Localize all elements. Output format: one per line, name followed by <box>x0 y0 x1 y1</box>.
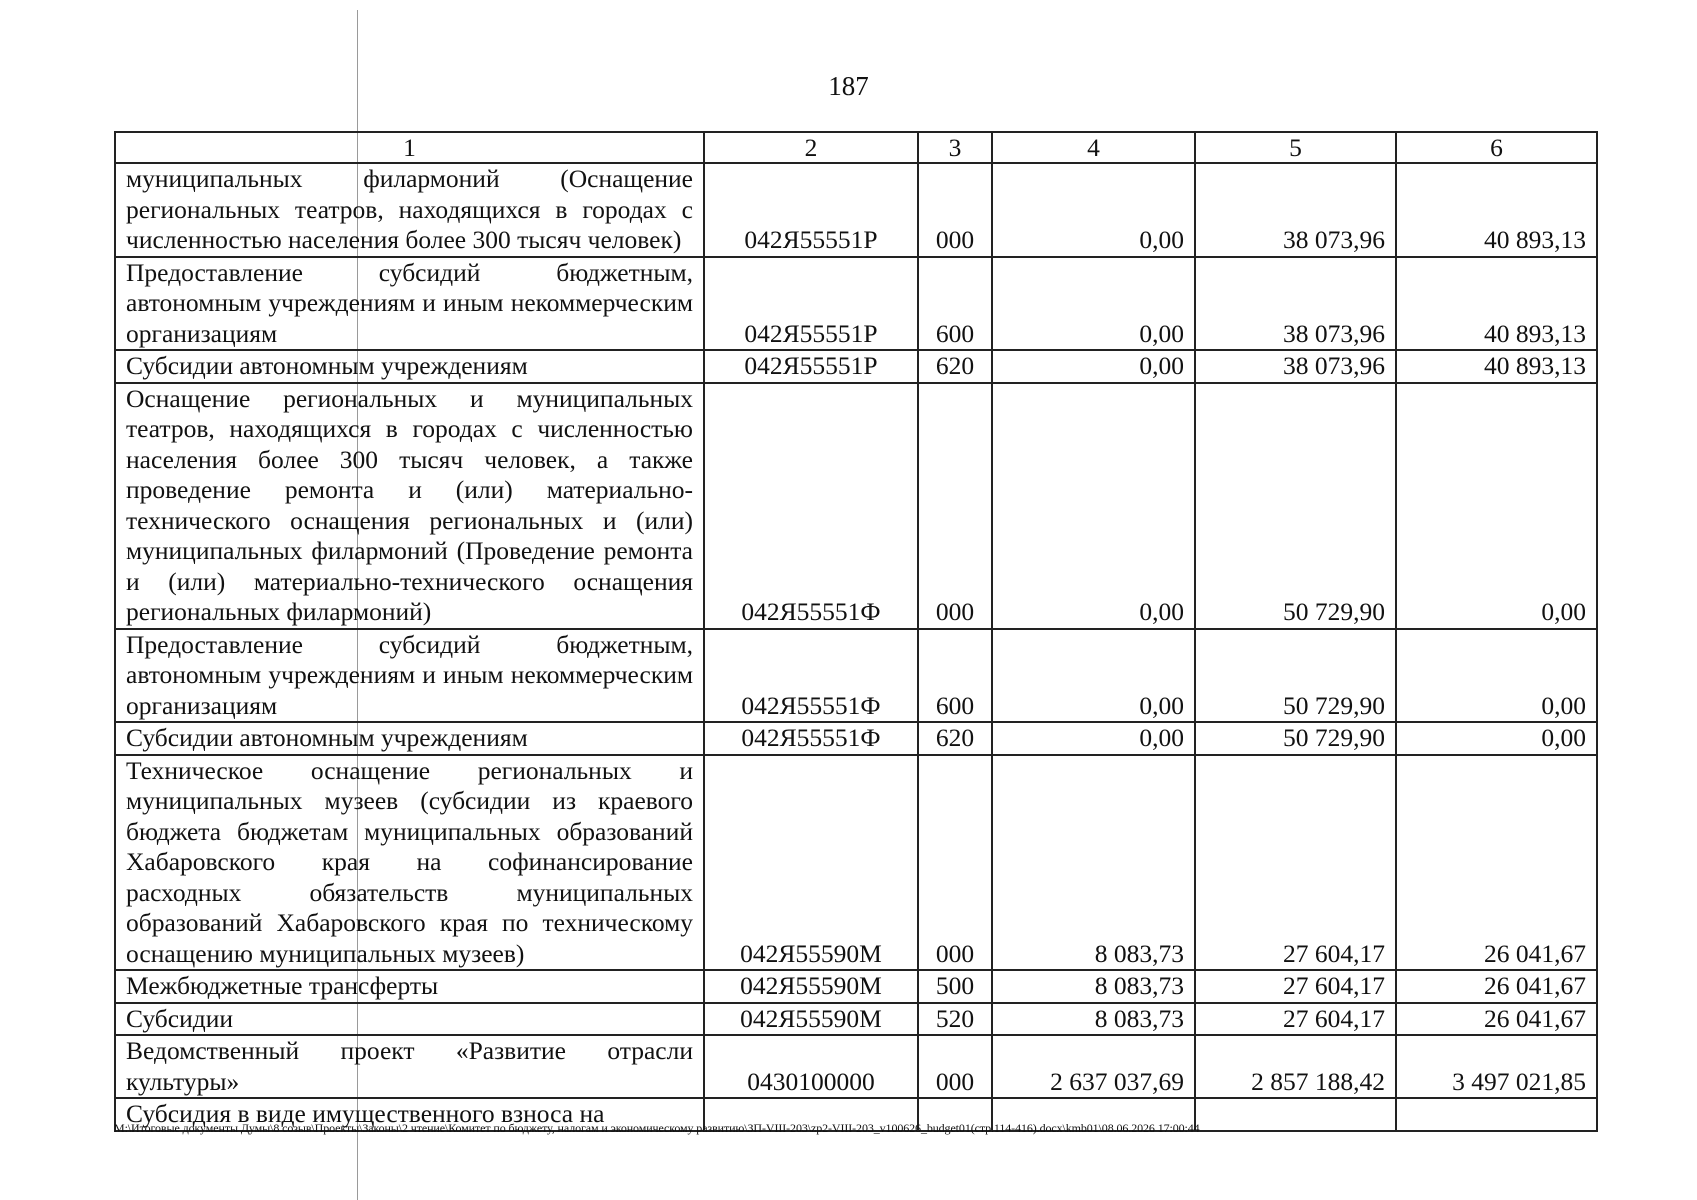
expense-type-code: 000 <box>918 383 992 629</box>
table-row <box>115 383 1597 629</box>
amount-col-5: 50 729,90 <box>1195 629 1396 723</box>
table-row <box>115 970 1597 1003</box>
column-header: 2 <box>704 132 918 163</box>
target-article-code: 042Я55590М <box>704 970 918 1003</box>
expense-type-code: 000 <box>918 163 992 257</box>
row-description: Субсидии автономным учреждениям <box>115 722 704 755</box>
row-description: Субсидии автономным учреждениям <box>115 350 704 383</box>
row-description: Ведомственный проект «Развитие отрасли культуры» <box>115 1035 704 1098</box>
amount-col-6: 26 041,67 <box>1396 1003 1597 1036</box>
amount-col-5: 2 857 188,42 <box>1195 1035 1396 1098</box>
amount-col-4: 8 083,73 <box>992 755 1195 971</box>
row-description: муниципальных филармоний (Оснащение региональных театров, находящихся в городах с численностью населения более 300 тысяч человек) <box>115 163 704 257</box>
amount-col-5: 38 073,96 <box>1195 257 1396 351</box>
table-row <box>115 629 1597 723</box>
amount-col-5: 38 073,96 <box>1195 350 1396 383</box>
table-row <box>115 1003 1597 1036</box>
amount-col-4: 0,00 <box>992 350 1195 383</box>
amount-col-4: 2 637 037,69 <box>992 1035 1195 1098</box>
row-description: Техническое оснащение региональных и муниципальных музеев (субсидии из краевого бюджета бюджетам муниципальных образований Хабаровского края на софинансирование расходных обязательств муниципальных образований Хабаровского края по техническому оснащению муниципальных музеев) <box>115 755 704 971</box>
amount-col-4: 0,00 <box>992 163 1195 257</box>
expense-type-code: 000 <box>918 1035 992 1098</box>
amount-col-6: 40 893,13 <box>1396 257 1597 351</box>
amount-col-4: 0,00 <box>992 629 1195 723</box>
target-article-code: 042Я55551Р <box>704 257 918 351</box>
table-header-row <box>115 132 1597 163</box>
expense-type-code: 000 <box>918 755 992 971</box>
target-article-code: 042Я55590М <box>704 755 918 971</box>
row-description: Предоставление субсидий бюджетным, автономным учреждениям и иным некоммерческим организациям <box>115 257 704 351</box>
row-description: Предоставление субсидий бюджетным, автономным учреждениям и иным некоммерческим организациям <box>115 629 704 723</box>
column-header: 1 <box>115 132 704 163</box>
amount-col-6: 40 893,13 <box>1396 163 1597 257</box>
document-path-footer: M:\Итоговые документы Думы\8 созыв\Проекты\Законы\2 чтение\Комитет по бюджету, налогам и экономическому развитию\ЗП-VIII-203\zp2-VIII-203_v100626_budget01(стр.114-416).docx\kmb01\08.06.2026 17:00:44 <box>114 1121 1200 1135</box>
expense-type-code: 620 <box>918 722 992 755</box>
expense-type-code: 500 <box>918 970 992 1003</box>
amount-col-5: 50 729,90 <box>1195 383 1396 629</box>
amount-col-6: 26 041,67 <box>1396 970 1597 1003</box>
budget-table <box>114 131 1598 1132</box>
amount-col-6: 40 893,13 <box>1396 350 1597 383</box>
amount-col-6: 0,00 <box>1396 629 1597 723</box>
table-row <box>115 350 1597 383</box>
target-article-code: 0430100000 <box>704 1035 918 1098</box>
amount-col-5: 50 729,90 <box>1195 722 1396 755</box>
amount-col-5: 38 073,96 <box>1195 163 1396 257</box>
amount-col-5: 27 604,17 <box>1195 755 1396 971</box>
page-number: 187 <box>828 71 869 101</box>
amount-col-6: 0,00 <box>1396 383 1597 629</box>
amount-col-5: 27 604,17 <box>1195 1003 1396 1036</box>
table-row <box>115 163 1597 257</box>
column-header: 4 <box>992 132 1195 163</box>
expense-type-code: 520 <box>918 1003 992 1036</box>
table-row <box>115 1035 1597 1098</box>
row-description: Субсидии <box>115 1003 704 1036</box>
row-description: Субсидия в виде имущественного взноса на <box>115 1098 704 1131</box>
target-article-code: 042Я55551Р <box>704 163 918 257</box>
amount-col-6: 0,00 <box>1396 722 1597 755</box>
target-article-code: 042Я55551Ф <box>704 383 918 629</box>
amount-col-4: 0,00 <box>992 257 1195 351</box>
column-header: 3 <box>918 132 992 163</box>
table-row <box>115 257 1597 351</box>
row-description: Оснащение региональных и муниципальных театров, находящихся в городах с численностью населения более 300 тысяч человек, а также проведение ремонта и (или) материально-технического оснащения региональных и (или) муниципальных филармоний (Проведение ремонта и (или) материально-технического оснащения региональных филармоний) <box>115 383 704 629</box>
expense-type-code: 600 <box>918 629 992 723</box>
expense-type-code: 620 <box>918 350 992 383</box>
amount-col-4: 8 083,73 <box>992 970 1195 1003</box>
amount-col-5: 27 604,17 <box>1195 970 1396 1003</box>
column-header: 5 <box>1195 132 1396 163</box>
table-row <box>115 755 1597 971</box>
column-header: 6 <box>1396 132 1597 163</box>
row-description: Межбюджетные трансферты <box>115 970 704 1003</box>
amount-col-4: 8 083,73 <box>992 1003 1195 1036</box>
amount-col-6: 3 497 021,85 <box>1396 1035 1597 1098</box>
expense-type-code: 600 <box>918 257 992 351</box>
target-article-code: 042Я55551Р <box>704 350 918 383</box>
target-article-code: 042Я55551Ф <box>704 722 918 755</box>
table-row <box>115 722 1597 755</box>
amount-col-4: 0,00 <box>992 383 1195 629</box>
amount-col-4: 0,00 <box>992 722 1195 755</box>
target-article-code: 042Я55590М <box>704 1003 918 1036</box>
target-article-code: 042Я55551Ф <box>704 629 918 723</box>
amount-col-6: 26 041,67 <box>1396 755 1597 971</box>
